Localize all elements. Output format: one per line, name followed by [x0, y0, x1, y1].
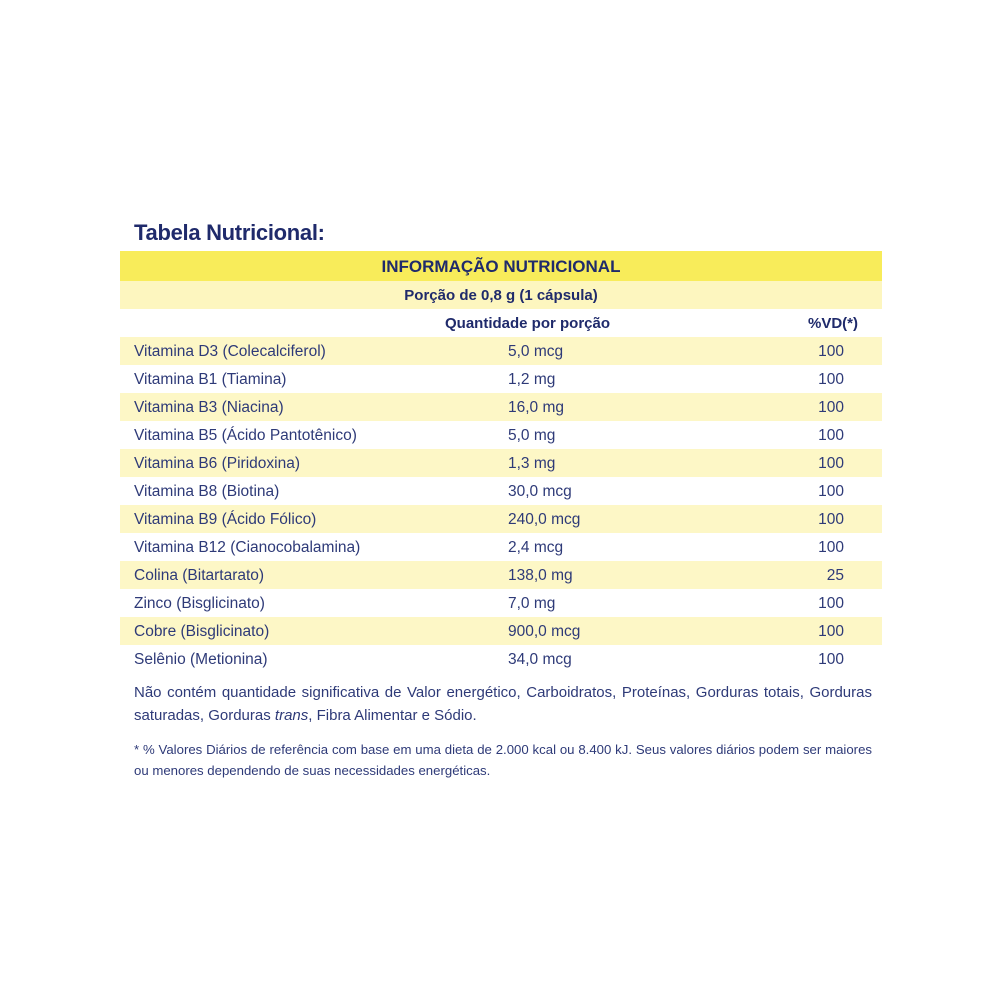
table-row [120, 561, 882, 589]
nutrient-name: Vitamina D3 (Colecalciferol) [134, 343, 326, 360]
column-header-row [120, 309, 882, 337]
table-row [120, 533, 882, 561]
nutrient-vd: 25 [826, 567, 844, 584]
nutrient-amount: 1,2 mg [508, 371, 556, 388]
portion-label: Porção de 0,8 g (1 cápsula) [120, 281, 882, 309]
table-row [120, 477, 882, 505]
nutrient-name: Vitamina B9 (Ácido Fólico) [134, 511, 317, 528]
nutrient-vd: 100 [818, 343, 844, 360]
nutrient-amount: 900,0 mcg [508, 623, 581, 640]
nutrient-amount: 16,0 mg [508, 399, 565, 416]
nutrient-amount: 1,3 mg [508, 455, 556, 472]
nutrient-name: Vitamina B12 (Cianocobalamina) [134, 539, 361, 556]
nutrient-amount: 2,4 mcg [508, 539, 564, 556]
nutrient-vd: 100 [818, 427, 844, 444]
nutrient-amount: 30,0 mcg [508, 483, 572, 500]
nutrient-vd: 100 [818, 651, 844, 668]
nutrient-name: Vitamina B8 (Biotina) [134, 483, 280, 500]
nutrient-vd: 100 [818, 455, 844, 472]
nutrient-amount: 240,0 mcg [508, 511, 581, 528]
nutrition-panel [120, 218, 882, 781]
nutrient-disclaimer [134, 681, 872, 727]
nutrient-vd: 100 [818, 539, 844, 556]
disclaimer-text: Não contém quantidade significativa de Valor energético, Carboidratos, Proteínas, Gorduras totais, Gorduras saturadas, Gorduras [134, 684, 872, 724]
table-row [120, 449, 882, 477]
daily-values-footnote: * % Valores Diários de referência com base em uma dieta de 2.000 kcal ou 8.400 kJ. Seus valores diários podem ser maiores ou menores dependendo de suas necessidades energéticas. [134, 742, 872, 778]
disclaimer-italic: trans [274, 707, 309, 724]
nutrient-vd: 100 [818, 623, 844, 640]
nutrient-name: Vitamina B5 (Ácido Pantotênico) [134, 427, 357, 444]
table-row [120, 645, 882, 673]
nutrient-vd: 100 [818, 595, 844, 612]
nutrient-vd: 100 [818, 371, 844, 388]
nutrient-table [120, 337, 882, 673]
nutrient-amount: 7,0 mg [508, 595, 556, 612]
nutrient-name: Colina (Bitartarato) [134, 567, 265, 584]
nutrient-name: Vitamina B3 (Niacina) [134, 399, 284, 416]
nutrient-amount: 5,0 mcg [508, 343, 564, 360]
nutrient-amount: 138,0 mg [508, 567, 573, 584]
disclaimer-text-end: , Fibra Alimentar e Sódio. [308, 707, 477, 724]
nutrient-name: Selênio (Metionina) [134, 651, 268, 668]
nutrient-name: Vitamina B6 (Piridoxina) [134, 455, 300, 472]
nutrient-vd: 100 [818, 483, 844, 500]
nutrient-name: Zinco (Bisglicinato) [134, 595, 265, 612]
table-row [120, 589, 882, 617]
table-row [120, 393, 882, 421]
table-row [120, 421, 882, 449]
table-row [120, 365, 882, 393]
page-title: Tabela Nutricional: [134, 220, 325, 245]
column-header-vd: %VD(*) [807, 315, 858, 332]
nutrient-vd: 100 [818, 511, 844, 528]
nutrient-amount: 34,0 mcg [508, 651, 572, 668]
nutrient-vd: 100 [818, 399, 844, 416]
table-title: INFORMAÇÃO NUTRICIONAL [120, 251, 882, 281]
nutrient-name: Cobre (Bisglicinato) [134, 623, 270, 640]
nutrient-name: Vitamina B1 (Tiamina) [134, 371, 287, 388]
column-header-quantity: Quantidade por porção [445, 315, 611, 332]
nutrient-amount: 5,0 mg [508, 427, 556, 444]
table-row [120, 337, 882, 365]
table-row [120, 505, 882, 533]
table-row [120, 617, 882, 645]
